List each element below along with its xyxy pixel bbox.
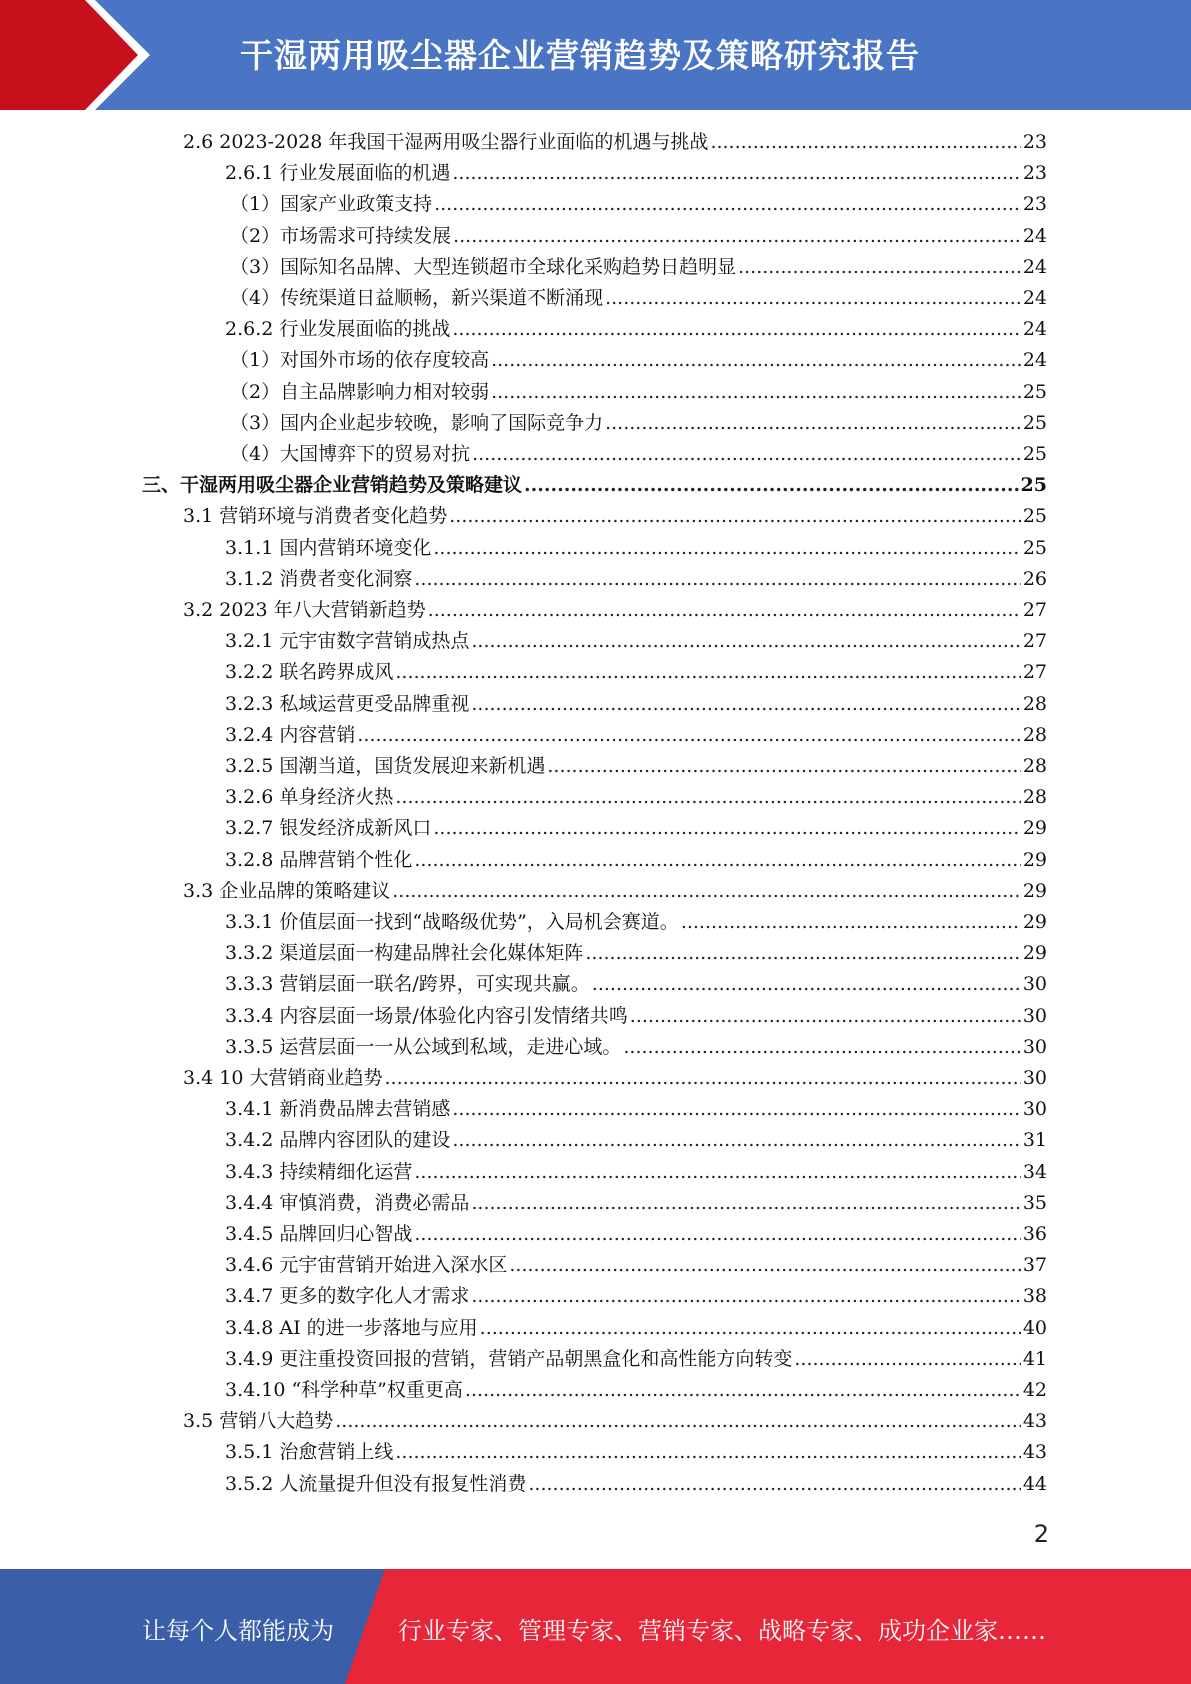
toc-entry-page: 27 bbox=[1022, 661, 1047, 684]
toc-entry-page: 30 bbox=[1022, 1067, 1047, 1089]
toc-entry-page: 27 bbox=[1022, 599, 1047, 621]
toc-entry-title: 3.1 营销环境与消费者变化趋势 bbox=[183, 505, 448, 528]
toc-entry-page: 30 bbox=[1022, 1098, 1047, 1121]
toc-leader-dots bbox=[434, 189, 1021, 220]
toc-entry[interactable] bbox=[230, 189, 1047, 220]
toc-entry[interactable] bbox=[225, 782, 1047, 813]
toc-entry-title: （1）国家产业政策支持 bbox=[230, 193, 433, 216]
page-header bbox=[0, 0, 1191, 110]
toc-entry-title: 2.6.1 行业发展面临的机遇 bbox=[225, 162, 451, 185]
toc-leader-dots bbox=[794, 1344, 1020, 1375]
toc-entry[interactable] bbox=[230, 221, 1047, 252]
toc-entry-title: （4）传统渠道日益顺畅，新兴渠道不断涌现 bbox=[230, 287, 604, 309]
toc-entry-page: 29 bbox=[1022, 879, 1047, 902]
toc-entry-page: 28 bbox=[1022, 786, 1047, 809]
toc-entry-page: 41 bbox=[1022, 1347, 1047, 1370]
toc-entry-title: 3.4 10 大营销商业趋势 bbox=[183, 1067, 383, 1089]
toc-leader-dots bbox=[472, 439, 1021, 470]
toc-leader-dots bbox=[384, 1063, 1020, 1094]
toc-entry-page: 29 bbox=[1022, 942, 1047, 965]
toc-entry[interactable] bbox=[225, 689, 1047, 720]
toc-entry[interactable] bbox=[225, 1001, 1047, 1032]
toc-entry-page: 24 bbox=[1022, 255, 1047, 278]
toc-entry[interactable] bbox=[225, 845, 1047, 876]
toc-entry[interactable] bbox=[230, 345, 1047, 376]
toc-leader-dots bbox=[395, 1437, 1020, 1468]
toc-entry[interactable] bbox=[183, 1063, 1047, 1094]
toc-leader-dots bbox=[592, 969, 1021, 1000]
toc-entry[interactable] bbox=[225, 1125, 1047, 1156]
toc-entry[interactable] bbox=[225, 1219, 1047, 1250]
toc-entry-title: 3.4.7 更多的数字化人才需求 bbox=[225, 1285, 470, 1308]
toc-entry[interactable] bbox=[225, 1469, 1047, 1500]
toc-leader-dots bbox=[509, 1250, 1020, 1281]
toc-leader-dots bbox=[433, 813, 1020, 844]
toc-entry-title: 3.4.10 “科学种草”权重更高 bbox=[225, 1379, 463, 1401]
toc-entry-page: 25 bbox=[1022, 443, 1047, 465]
toc-leader-dots bbox=[452, 158, 1020, 189]
toc-leader-dots bbox=[414, 564, 1020, 595]
toc-entry[interactable] bbox=[230, 408, 1047, 439]
toc-entry-title: 3.2.2 联名跨界成风 bbox=[225, 661, 394, 684]
toc-entry[interactable] bbox=[225, 1188, 1047, 1219]
toc-entry-page: 43 bbox=[1022, 1410, 1047, 1433]
toc-entry-title: 3.2.4 内容营销 bbox=[225, 723, 356, 746]
toc-entry-page: 29 bbox=[1022, 911, 1047, 933]
toc-leader-dots bbox=[585, 938, 1020, 969]
toc-entry-page: 24 bbox=[1022, 349, 1047, 372]
toc-entry-title: 3.4.1 新消费品牌去营销感 bbox=[225, 1098, 451, 1121]
toc-entry-title: 3.1.1 国内营销环境变化 bbox=[225, 536, 432, 559]
toc-entry-title: 3.2.8 品牌营销个性化 bbox=[225, 848, 413, 871]
toc-leader-dots bbox=[452, 314, 1020, 345]
toc-entry[interactable] bbox=[225, 1375, 1047, 1406]
toc-entry[interactable] bbox=[183, 127, 1047, 158]
toc-entry-title: （2）自主品牌影响力相对较弱 bbox=[230, 380, 490, 403]
toc-entry-page: 36 bbox=[1022, 1223, 1047, 1245]
toc-entry[interactable] bbox=[142, 470, 1047, 501]
toc-leader-dots bbox=[681, 907, 1021, 938]
toc-entry-page: 29 bbox=[1022, 817, 1047, 840]
toc-entry-page: 28 bbox=[1022, 723, 1047, 746]
document-title: 干湿两用吸尘器企业营销趋势及策略研究报告 bbox=[240, 36, 920, 75]
toc-entry-page: 24 bbox=[1022, 287, 1047, 309]
toc-entry[interactable] bbox=[225, 626, 1047, 657]
toc-entry[interactable] bbox=[230, 377, 1047, 408]
toc-leader-dots bbox=[710, 127, 1020, 158]
toc-entry-title: 3.3.1 价值层面一找到“战略级优势”，入局机会赛道。 bbox=[225, 911, 679, 933]
toc-entry[interactable] bbox=[183, 876, 1047, 907]
toc-entry-page: 28 bbox=[1022, 755, 1047, 777]
toc-entry-page: 25 bbox=[1022, 411, 1047, 434]
footer-slogan-right: 行业专家、管理专家、营销专家、战略专家、成功企业家…… bbox=[398, 1617, 1046, 1645]
toc-entry-page: 25 bbox=[1020, 474, 1047, 497]
toc-leader-dots bbox=[428, 595, 1021, 626]
toc-entry[interactable] bbox=[225, 1250, 1047, 1281]
toc-entry-title: 3.2 2023 年八大营销新趋势 bbox=[183, 599, 426, 621]
toc-entry[interactable] bbox=[225, 533, 1047, 564]
toc-entry[interactable] bbox=[225, 751, 1047, 782]
toc-leader-dots bbox=[480, 1313, 1021, 1344]
toc-entry-page: 23 bbox=[1022, 131, 1047, 153]
toc-entry[interactable] bbox=[183, 1406, 1047, 1437]
toc-entry-title: 3.4.4 审慎消费，消费必需品 bbox=[225, 1191, 470, 1214]
toc-leader-dots bbox=[605, 283, 1021, 314]
toc-entry-title: （1）对国外市场的依存度较高 bbox=[230, 349, 490, 372]
toc-entry-page: 24 bbox=[1022, 224, 1047, 247]
toc-entry[interactable] bbox=[225, 564, 1047, 595]
toc-entry-page: 30 bbox=[1022, 1004, 1047, 1027]
toc-entry-page: 25 bbox=[1022, 536, 1047, 559]
toc-entry[interactable] bbox=[230, 252, 1047, 283]
toc-entry-page: 30 bbox=[1022, 973, 1047, 996]
toc-entry-title: 3.2.6 单身经济火热 bbox=[225, 786, 394, 809]
toc-entry-title: 3.4.6 元宇宙营销开始进入深水区 bbox=[225, 1254, 508, 1277]
toc-entry[interactable] bbox=[230, 283, 1047, 314]
toc-entry-page: 30 bbox=[1022, 1035, 1047, 1058]
toc-entry[interactable] bbox=[225, 938, 1047, 969]
toc-entry-page: 28 bbox=[1022, 692, 1047, 715]
toc-leader-dots bbox=[471, 1188, 1020, 1219]
toc-entry-title: 3.5.2 人流量提升但没有报复性消费 bbox=[225, 1472, 527, 1495]
toc-entry-title: 2.6.2 行业发展面临的挑战 bbox=[225, 318, 451, 341]
toc-entry[interactable] bbox=[183, 595, 1047, 626]
toc-entry-title: 3.4.2 品牌内容团队的建设 bbox=[225, 1129, 451, 1152]
toc-entry-page: 25 bbox=[1022, 380, 1047, 403]
toc-entry[interactable] bbox=[225, 907, 1047, 938]
toc-entry-page: 37 bbox=[1022, 1254, 1047, 1277]
toc-entry-title: 3.4.8 AI 的进一步落地与应用 bbox=[225, 1316, 478, 1339]
toc-entry-page: 43 bbox=[1022, 1441, 1047, 1464]
toc-leader-dots bbox=[452, 1094, 1020, 1125]
toc-leader-dots bbox=[414, 1219, 1020, 1250]
toc-leader-dots bbox=[605, 408, 1021, 439]
toc-leader-dots bbox=[449, 501, 1021, 532]
toc-entry-page: 23 bbox=[1022, 193, 1047, 216]
toc-entry-title: 3.4.9 更注重投资回报的营销，营销产品朝黑盒化和高性能方向转变 bbox=[225, 1347, 793, 1370]
toc-entry[interactable] bbox=[225, 1344, 1047, 1375]
toc-entry[interactable] bbox=[225, 1094, 1047, 1125]
toc-entry-page: 42 bbox=[1022, 1379, 1047, 1401]
toc-entry[interactable] bbox=[230, 439, 1047, 470]
toc-leader-dots bbox=[414, 845, 1020, 876]
toc-entry-page: 35 bbox=[1022, 1191, 1047, 1214]
toc-entry-title: 3.2.1 元宇宙数字营销成热点 bbox=[225, 630, 470, 653]
toc-entry-title: 3.3.5 运营层面一一从公域到私域，走进心域。 bbox=[225, 1035, 622, 1058]
toc-entry-title: 3.2.3 私域运营更受品牌重视 bbox=[225, 692, 470, 715]
toc-entry-title: 3.4.3 持续精细化运营 bbox=[225, 1160, 413, 1183]
toc-leader-dots bbox=[491, 377, 1021, 408]
toc-entry[interactable] bbox=[225, 720, 1047, 751]
footer-slogan-left: 让每个人都能成为 bbox=[142, 1617, 334, 1645]
toc-leader-dots bbox=[335, 1406, 1021, 1437]
toc-leader-dots bbox=[491, 345, 1021, 376]
toc-entry-page: 38 bbox=[1022, 1285, 1047, 1308]
toc-leader-dots bbox=[395, 782, 1020, 813]
toc-entry-title: （4）大国博弈下的贸易对抗 bbox=[230, 443, 471, 465]
toc-leader-dots bbox=[471, 626, 1020, 657]
toc-entry-page: 25 bbox=[1022, 505, 1047, 528]
toc-leader-dots bbox=[471, 1281, 1020, 1312]
toc-entry-title: 3.4.5 品牌回归心智战 bbox=[225, 1223, 413, 1245]
toc-entry[interactable] bbox=[225, 1437, 1047, 1468]
toc-entry-page: 29 bbox=[1022, 848, 1047, 871]
toc-leader-dots bbox=[453, 221, 1021, 252]
toc-entry[interactable] bbox=[183, 501, 1047, 532]
toc-entry[interactable] bbox=[225, 813, 1047, 844]
toc-entry-page: 27 bbox=[1022, 630, 1047, 653]
toc-entry-page: 26 bbox=[1022, 567, 1047, 590]
toc-leader-dots bbox=[528, 1469, 1020, 1500]
toc-entry-title: 3.5 营销八大趋势 bbox=[183, 1410, 334, 1433]
toc-entry-title: 3.2.5 国潮当道，国货发展迎来新机遇 bbox=[225, 755, 546, 777]
toc-entry-page: 40 bbox=[1022, 1316, 1047, 1339]
toc-entry[interactable] bbox=[225, 1313, 1047, 1344]
toc-leader-dots bbox=[395, 657, 1020, 688]
toc-leader-dots bbox=[630, 1001, 1021, 1032]
toc-entry[interactable] bbox=[225, 314, 1047, 345]
toc-entry-title: 3.2.7 银发经济成新风口 bbox=[225, 817, 432, 840]
toc-entry-title: 3.3 企业品牌的策略建议 bbox=[183, 879, 391, 902]
toc-entry[interactable] bbox=[225, 158, 1047, 189]
toc-entry-title: 3.3.3 营销层面一联名/跨界，可实现共赢。 bbox=[225, 973, 590, 996]
toc-entry-page: 31 bbox=[1022, 1129, 1047, 1152]
toc-entry-title: 2.6 2023-2028 年我国干湿两用吸尘器行业面临的机遇与挑战 bbox=[183, 131, 709, 153]
toc-entry-title: （2）市场需求可持续发展 bbox=[230, 224, 452, 247]
toc-entry-page: 24 bbox=[1022, 318, 1047, 341]
toc-leader-dots bbox=[433, 533, 1020, 564]
toc-entry-title: 3.3.4 内容层面一场景/体验化内容引发情绪共鸣 bbox=[225, 1004, 628, 1027]
toc-entry[interactable] bbox=[225, 1157, 1047, 1188]
toc-entry-page: 34 bbox=[1022, 1160, 1047, 1183]
toc-leader-dots bbox=[547, 751, 1020, 782]
toc-entry-page: 23 bbox=[1022, 162, 1047, 185]
toc-leader-dots bbox=[392, 876, 1021, 907]
toc-leader-dots bbox=[452, 1125, 1020, 1156]
toc-entry[interactable] bbox=[225, 1032, 1047, 1063]
toc-entry-page: 44 bbox=[1022, 1472, 1047, 1495]
toc-entry[interactable] bbox=[225, 969, 1047, 1000]
toc-entry-title: （3）国内企业起步较晚，影响了国际竞争力 bbox=[230, 411, 604, 434]
toc-entry-title: 三、干湿两用吸尘器企业营销趋势及策略建议 bbox=[142, 474, 523, 497]
page-footer bbox=[0, 1569, 1191, 1684]
toc-entry-title: 3.1.2 消费者变化洞察 bbox=[225, 567, 413, 590]
page-number: 2 bbox=[1033, 1520, 1049, 1548]
toc-entry[interactable] bbox=[225, 657, 1047, 688]
toc-leader-dots bbox=[471, 689, 1020, 720]
toc-leader-dots bbox=[465, 1375, 1021, 1406]
toc-leader-dots bbox=[524, 470, 1019, 501]
toc-leader-dots bbox=[414, 1157, 1020, 1188]
toc-entry-title: 3.3.2 渠道层面一构建品牌社会化媒体矩阵 bbox=[225, 942, 584, 965]
toc-entry-title: 3.5.1 治愈营销上线 bbox=[225, 1441, 394, 1464]
toc-leader-dots bbox=[623, 1032, 1020, 1063]
toc-leader-dots bbox=[357, 720, 1020, 751]
toc-entry-title: （3）国际知名品牌、大型连锁超市全球化采购趋势日趋明显 bbox=[230, 255, 737, 278]
toc-entry[interactable] bbox=[225, 1281, 1047, 1312]
toc-leader-dots bbox=[738, 252, 1021, 283]
